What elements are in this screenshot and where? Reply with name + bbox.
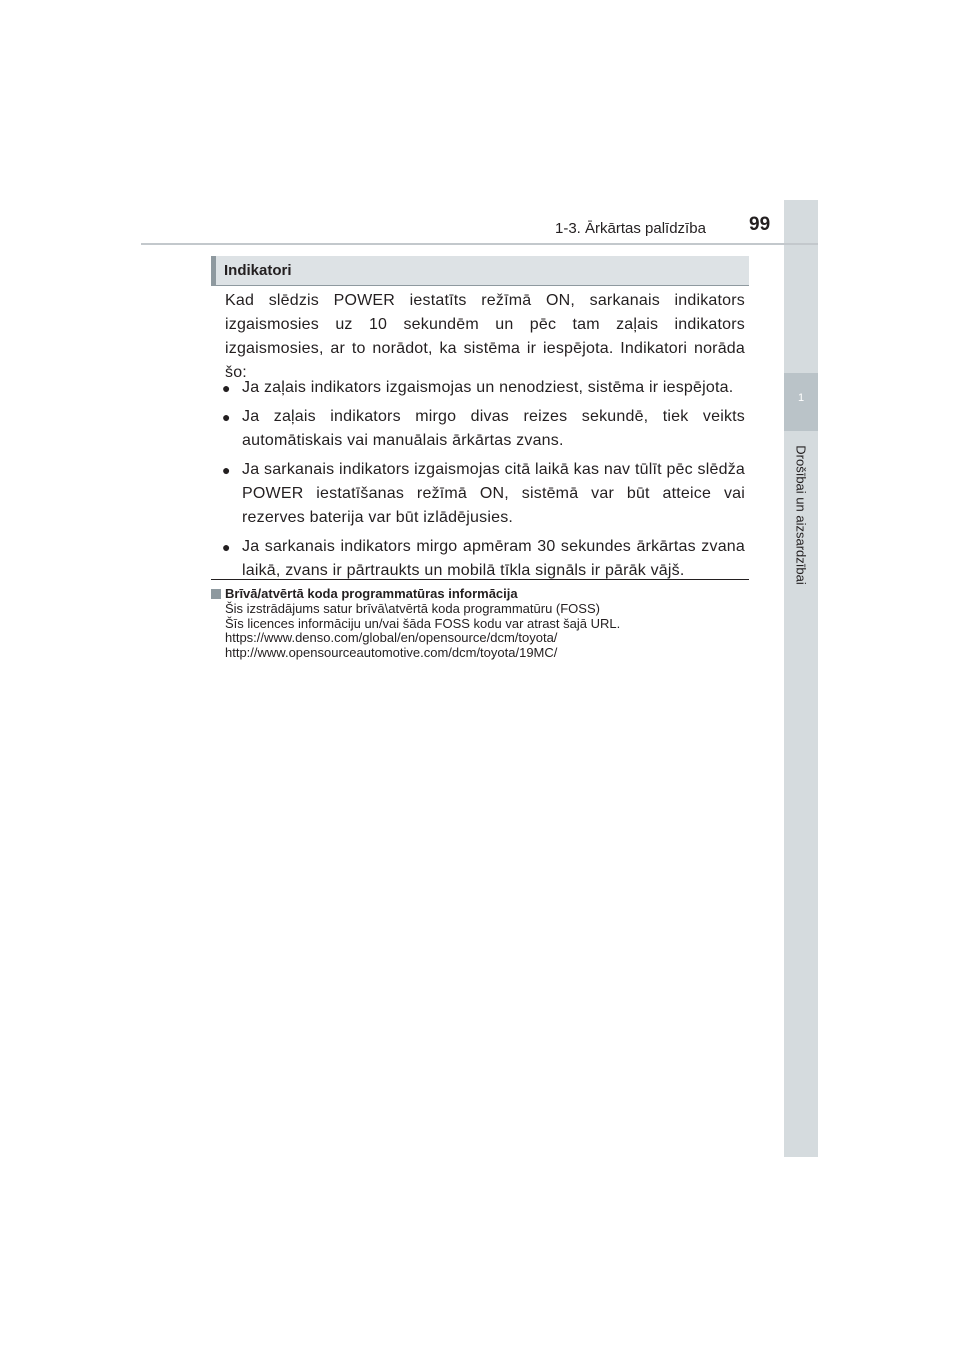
bullet-dot-icon: ● — [222, 409, 231, 425]
bullet-text: Ja sarkanais indikators izgaismojas citā laikā kas nav tūlīt pēc slēdža POWER iestatīšanas režīmā ON, sistēmā var būt atteice vai rezerves baterija var būt izlādējusies. — [242, 461, 745, 526]
list-item — [222, 405, 745, 453]
square-bullet-icon — [211, 589, 221, 599]
page-number: 99 — [749, 214, 771, 235]
intro-paragraph: Kad slēdzis POWER iestatīts režīmā ON, sarkanais indikators izgaismosies uz 10 sekundēm un pēc tam zaļais indikators izgaismosies, ar to norādot, ka sistēma ir iespējota. Indikatori norāda šo: — [225, 292, 745, 381]
chapter-number: 1 — [797, 392, 805, 404]
note-heading — [211, 585, 751, 602]
section-divider — [211, 579, 749, 580]
note-body — [211, 602, 751, 660]
bullet-dot-icon: ● — [222, 380, 231, 396]
note-url-link[interactable]: https://www.denso.com/global/en/opensource/dcm/toyota/ — [225, 630, 558, 645]
bullet-dot-icon: ● — [222, 462, 231, 478]
chapter-side-tab — [784, 200, 818, 1157]
section-heading-accent — [211, 256, 216, 285]
bullet-text: Ja sarkanais indikators mirgo apmēram 30 sekundes ārkārtas zvana laikā, zvans ir pārtraukts un mobilā tīkla signāls ir pārāk vājš. — [242, 538, 745, 579]
section-heading-bar — [211, 256, 749, 285]
section-title: Indikatori — [224, 262, 292, 279]
list-item — [222, 458, 745, 530]
note-block — [211, 585, 751, 660]
list-item — [222, 535, 745, 583]
header-section-title: 1-3. Ārkārtas palīdzība — [555, 220, 706, 237]
section-underline — [211, 285, 749, 286]
note-line: Šīs licences informāciju un/vai šāda FOSS kodu var atrast šajā URL. — [225, 615, 621, 631]
bullet-text: Ja zaļais indikators mirgo divas reizes sekundē, tiek veikts automātiskais vai manuālais ārkārtas zvans. — [242, 408, 745, 449]
bullet-dot-icon: ● — [222, 539, 231, 555]
list-item — [222, 376, 745, 400]
note-url-link[interactable]: http://www.opensourceautomotive.com/dcm/toyota/19MC/ — [225, 644, 558, 660]
header-rule — [141, 243, 818, 245]
bullet-text: Ja zaļais indikators izgaismojas un nenodziest, sistēma ir iespējota. — [242, 379, 734, 396]
chapter-label: Drošībai un aizsardzībai — [793, 445, 809, 585]
note-heading-text: Brīvā/atvērtā koda programmatūras informācija — [225, 586, 518, 601]
note-line: Šis izstrādājums satur brīvā\atvērtā koda programmatūru (FOSS) — [225, 601, 600, 616]
indicator-bullet-list — [222, 376, 745, 588]
